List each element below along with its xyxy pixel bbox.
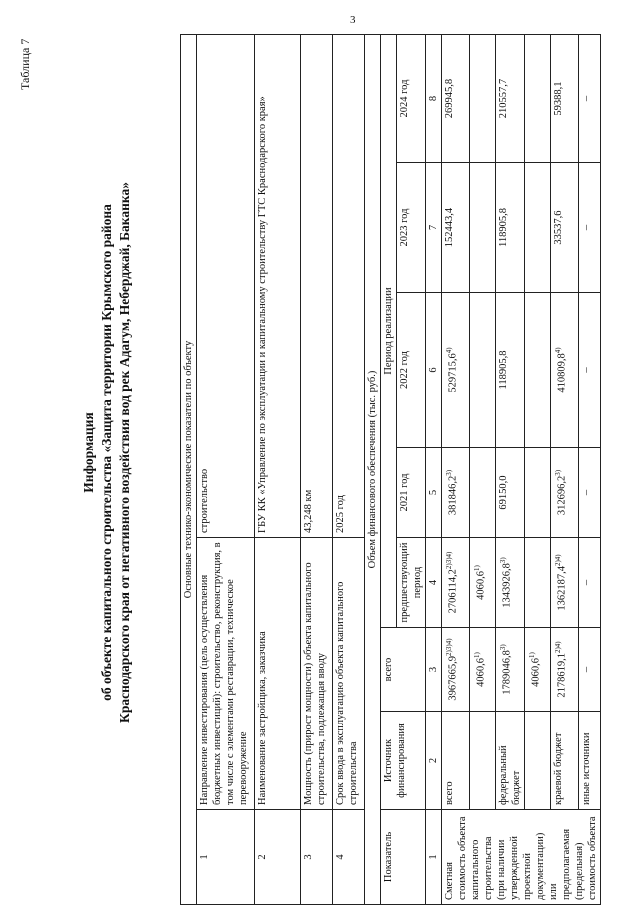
table-label: Таблица 7: [18, 38, 32, 90]
source-label: краевой бюджет: [551, 712, 579, 810]
col-source: Источник финансирования: [381, 712, 426, 810]
basic-header-row: [181, 34, 197, 904]
finance-row: [442, 34, 470, 904]
total-cell: 1789046,8$^{3)}$: [496, 628, 525, 712]
year-cell: 312696,2$^{3)}$: [551, 448, 579, 538]
basic-row: [255, 34, 301, 904]
col-period: Период реализации: [381, 34, 397, 627]
year-cell: –: [579, 448, 601, 538]
finance-column-numbers: [426, 34, 442, 904]
basic-row-number: 1: [197, 810, 255, 905]
basic-row: [301, 34, 333, 904]
year-cell: 210557,7: [496, 34, 525, 162]
indicator-label: Сметная стоимость объекта капитального строительства (при наличии утвержденной проектной документации) или предполагаемая (предельная) стоимость объекта: [442, 810, 601, 905]
year-cell: [525, 34, 551, 162]
total-cell: $2178619,1^{2)4)}$: [551, 628, 579, 712]
year-cell: [470, 293, 496, 448]
year-cell: 118905,8: [496, 163, 525, 293]
previous-cell: –: [579, 538, 601, 628]
basic-row-number: 2: [255, 810, 301, 905]
info-table: [180, 34, 601, 905]
basic-row-label: Направление инвестирования (цель осуществления бюджетных инвестиций): строительство, реконструкция, в том числе с элементами реставрации, техническое перевооружение: [197, 538, 255, 810]
col-number: 3: [426, 628, 442, 712]
source-label: [470, 712, 496, 810]
source-label: [525, 712, 551, 810]
previous-cell: $2706114,2^{2)3)4)}$: [442, 538, 470, 628]
year-cell: [470, 448, 496, 538]
col-year: 2022 год: [397, 293, 426, 448]
basic-row-value: строительство: [197, 34, 255, 537]
col-year: 2024 год: [397, 34, 426, 162]
basic-row-label: Наименование застройщика, заказчика: [255, 538, 301, 810]
col-indicator: Показатель: [381, 810, 426, 905]
col-number: 6: [426, 293, 442, 448]
page-number: 3: [350, 14, 356, 26]
year-cell: 33537,6: [551, 163, 579, 293]
year-cell: [525, 448, 551, 538]
year-cell: [525, 293, 551, 448]
basic-row: [333, 34, 365, 904]
finance-row: [470, 34, 496, 904]
year-cell: [470, 163, 496, 293]
year-cell: –: [579, 293, 601, 448]
title-line-2: об объекте капитального строительства «Защита территории Крымского района: [99, 204, 114, 701]
year-cell: 529715,6$^{4)}$: [442, 293, 470, 448]
col-number: 8: [426, 34, 442, 162]
source-label: иные источники: [579, 712, 601, 810]
finance-row: [525, 34, 551, 904]
basic-row-number: 3: [301, 810, 333, 905]
col-number: 4: [426, 538, 442, 628]
col-total: всего: [381, 628, 426, 712]
year-cell: 152443,4: [442, 163, 470, 293]
year-cell: 410809,8$^{4)}$: [551, 293, 579, 448]
year-cell: 381846,2$^{3)}$: [442, 448, 470, 538]
finance-columns-row: [381, 34, 397, 904]
basic-row-value: ГБУ КК «Управление по эксплуатации и капитальному строительству ГТС Краснодарского края»: [255, 34, 301, 537]
source-label: федеральный бюджет: [496, 712, 525, 810]
total-cell: $3967665,9^{2)3)4)}$: [442, 628, 470, 712]
total-cell: 4060,6$^{1)}$: [525, 628, 551, 712]
previous-cell: 4060,6$^{1)}$: [470, 538, 496, 628]
document-title: [80, 0, 134, 905]
year-cell: 69150,0: [496, 448, 525, 538]
basic-row-label: Срок ввода в эксплуатацию объекта капитального строительства: [333, 538, 365, 810]
title-line-3: Краснодарского края от негативного воздействия вод рек Адагум, Неберджай, Баканка»: [117, 182, 132, 723]
finance-row: [579, 34, 601, 904]
year-cell: [525, 163, 551, 293]
year-cell: 59388,1: [551, 34, 579, 162]
col-number: 5: [426, 448, 442, 538]
basic-row-number: 4: [333, 810, 365, 905]
year-cell: –: [579, 163, 601, 293]
basic-row-label: Мощность (прирост мощности) объекта капитального строительства, подлежащая вводу: [301, 538, 333, 810]
col-number: 7: [426, 163, 442, 293]
col-number: 2: [426, 712, 442, 810]
col-year: 2023 год: [397, 163, 426, 293]
year-cell: 118905,8: [496, 293, 525, 448]
source-label: всего: [442, 712, 470, 810]
previous-cell: 1343926,8$^{3)}$: [496, 538, 525, 628]
col-year: 2021 год: [397, 448, 426, 538]
finance-row: [496, 34, 525, 904]
previous-cell: $1362187,4^{2)4)}$: [551, 538, 579, 628]
title-line-1: Информация: [81, 412, 96, 493]
previous-cell: [525, 538, 551, 628]
total-cell: 4060,6$^{1)}$: [470, 628, 496, 712]
year-cell: 269945,8: [442, 34, 470, 162]
basic-row-value: 43,248 км: [301, 34, 333, 537]
finance-row: [551, 34, 579, 904]
total-cell: –: [579, 628, 601, 712]
finance-header: Объем финансового обеспечения (тыс. руб.): [365, 34, 381, 904]
basic-row: [197, 34, 255, 904]
col-number: 1: [426, 810, 442, 905]
year-cell: –: [579, 34, 601, 162]
year-cell: [470, 34, 496, 162]
col-previous: предшествующий период: [397, 538, 426, 628]
basic-header: Основные технико-экономические показатели по объекту: [181, 34, 197, 904]
basic-row-value: 2025 год: [333, 34, 365, 537]
finance-header-row: [365, 34, 381, 904]
